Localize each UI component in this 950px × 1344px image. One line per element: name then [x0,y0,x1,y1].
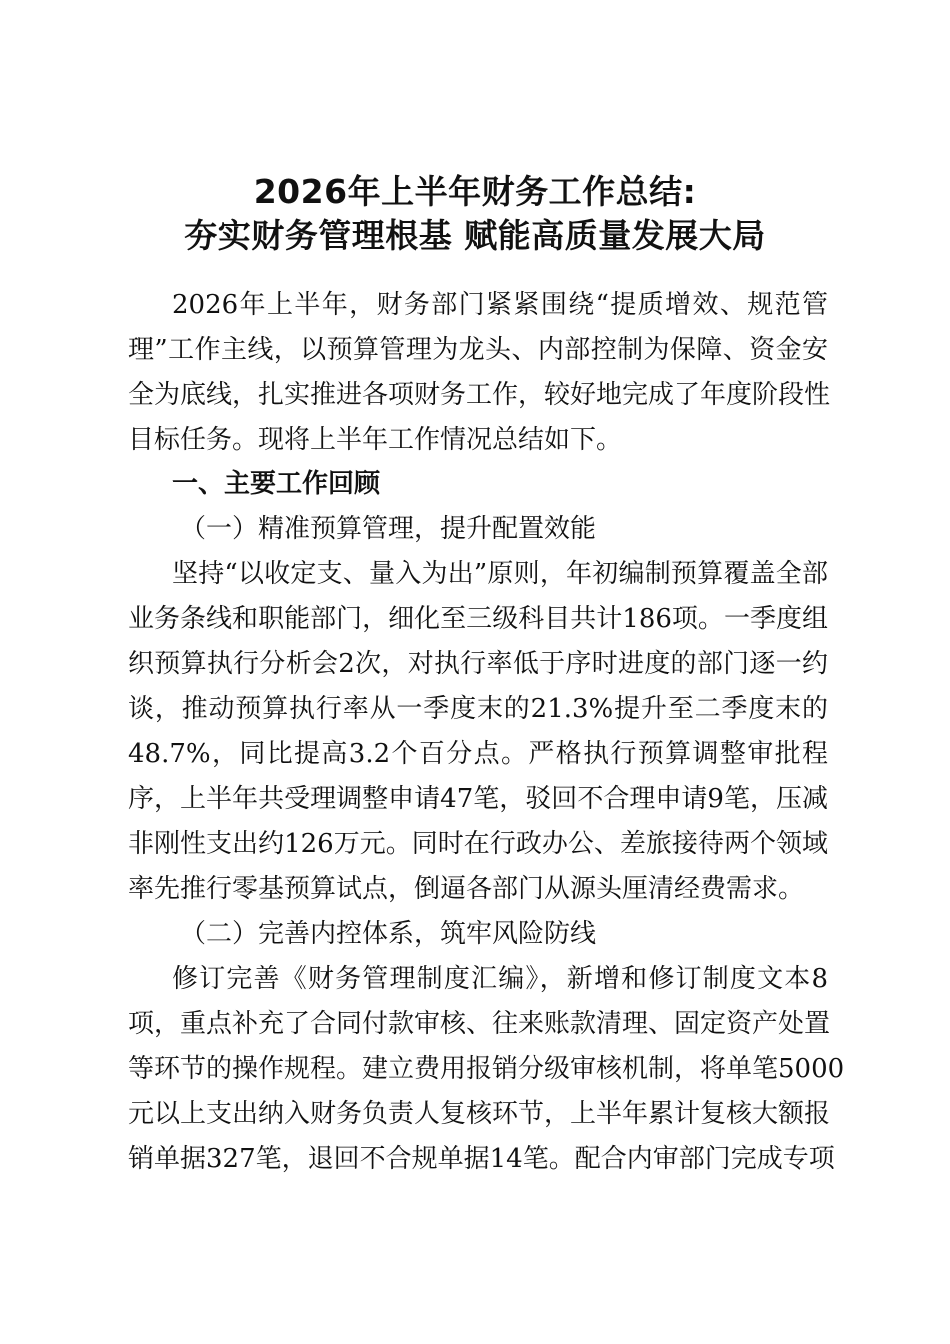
subsection-heading: （二）完善内控体系，筑牢风险防线 [180,919,597,949]
paragraph-line: 项，重点补充了合同付款审核、往来账款清理、固定资产处置 [128,1009,831,1039]
intro-line: 2026年上半年，财务部门紧紧围绕“提质增效、规范管 [172,290,828,320]
paragraph-line: 修订完善《财务管理制度汇编》，新增和修订制度文本8 [172,964,828,994]
paragraph-line: 非刚性支出约126万元。同时在行政办公、差旅接待两个领域 [128,829,828,859]
document-title-line-2: 夯实财务管理根基 赋能高质量发展大局 [184,216,766,255]
intro-line: 全为底线，扎实推进各项财务工作，较好地完成了年度阶段性 [128,380,831,410]
paragraph-line: 48.7%，同比提高3.2个百分点。严格执行预算调整审批程 [128,739,828,769]
paragraph-line: 销单据327笔，退回不合规单据14笔。配合内审部门完成专项 [128,1144,835,1174]
paragraph-line: 元以上支出纳入财务负责人复核环节，上半年累计复核大额报 [128,1099,831,1129]
paragraph-line: 业务条线和职能部门，细化至三级科目共计186项。一季度组 [128,604,828,634]
paragraph-line: 织预算执行分析会2次，对执行率低于序时进度的部门逐一约 [128,649,828,679]
document-title-line-1: 2026年上半年财务工作总结: [253,172,697,211]
paragraph-line: 率先推行零基预算试点，倒逼各部门从源头厘清经费需求。 [128,874,805,904]
section-heading: 一、主要工作回顾 [172,469,381,499]
paragraph-line: 等环节的操作规程。建立费用报销分级审核机制，将单笔5000 [128,1054,845,1084]
intro-line: 目标任务。现将上半年工作情况总结如下。 [128,425,623,455]
intro-line: 理”工作主线，以预算管理为龙头、内部控制为保障、资金安 [128,335,828,365]
paragraph-line: 坚持“以收定支、量入为出”原则，年初编制预算覆盖全部 [172,559,828,589]
subsection-heading: （一）精准预算管理，提升配置效能 [180,514,597,544]
paragraph-line: 序，上半年共受理调整申请47笔，驳回不合理申请9笔，压减 [128,784,828,814]
paragraph-line: 谈，推动预算执行率从一季度末的21.3%提升至二季度末的 [128,694,828,724]
